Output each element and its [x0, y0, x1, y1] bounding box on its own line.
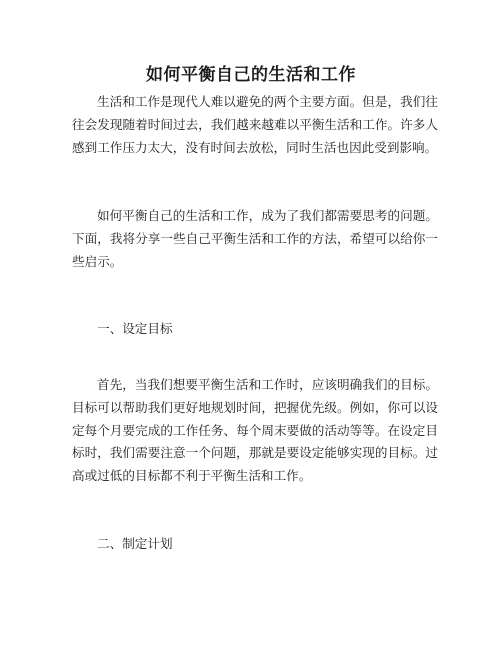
- paragraph-intro: 生活和工作是现代人难以避免的两个主要方面。但是，我们往往会发现随着时间过去，我们越来越难以平衡生活和工作。许多人感到工作压力太大，没有时间去放松，同时生活也因此受到影响。: [72, 94, 438, 155]
- document-title: 如何平衡自己的生活和工作: [146, 65, 356, 85]
- section-heading-set-goals: 一、设定目标: [97, 321, 173, 336]
- section-heading-make-plan: 二、制定计划: [97, 536, 173, 551]
- paragraph-overview: 如何平衡自己的生活和工作，成为了我们都需要思考的问题。下面，我将分享一些自己平衡生活和工作的方法，希望可以给你一些启示。: [72, 208, 438, 269]
- paragraph-set-goals: 首先，当我们想要平衡生活和工作时，应该明确我们的目标。目标可以帮助我们更好地规划时间，把握优先级。例如，你可以设定每个月要完成的工作任务、每个周末要做的活动等等。在设定目标时，我们需要注意一个问题，那就是要设定能够实现的目标。过高或过低的目标都不利于平衡生活和工作。: [72, 377, 438, 484]
